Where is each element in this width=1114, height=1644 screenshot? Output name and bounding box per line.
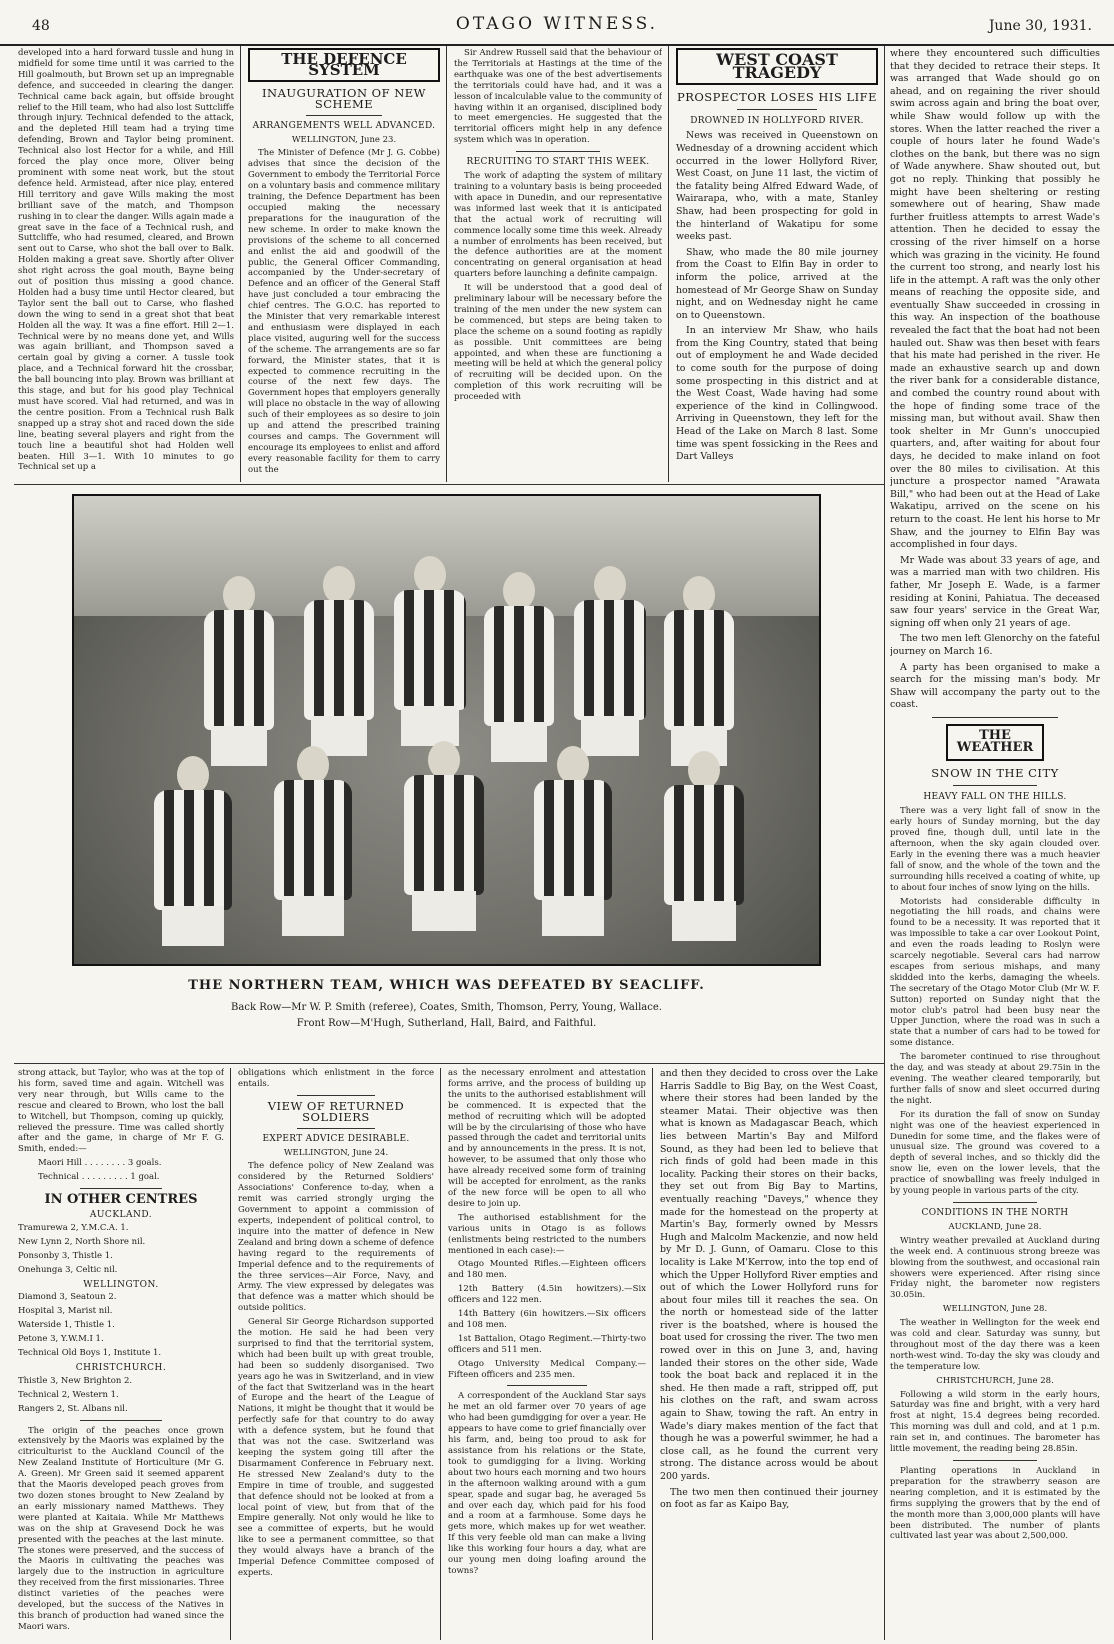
- article-paragraph: The Minister of Defence (Mr J. G. Cobbe) advises that since the decision of the Government to embody the Territorial Force on a voluntary basis and commence military training, the Defence Department has been occupied making the necessary preparations for the inauguration of the new scheme. In order to make known the provisions of the scheme to all concerned and enlist the aid and goodwill of the public, the General Officer Commanding, accompanied by the Under-secretary of Defence and an officer of the General Staff have just concluded a tour embracing the chief centres. The G.O.C. has reported to the Minister that very remarkable interest and enthusiasm were displayed in each place visited, auguring well for the success of the scheme. The arrangements are so far forward, the Minister states, that it is expected to commence recruiting in the course of the next few days. The Government hopes that employers generally will place no obstacle in the way of allowing such of their employees as so desire to join up and attend the prescribed training courses and camps. The Government will encourage its employees to enlist and afford every reasonable facility for them to carry out the: [248, 148, 440, 475]
- section-rule: [14, 1063, 884, 1064]
- article-paragraph: Following a wild storm in the early hours, Saturday was fine and bright, with a very hard frost at night, 15.4 degrees being recorded. This morning was dull and cold, and at 1 p.m. rain set in, and continues. The barometer has little movement, the reading being 28.85in.: [890, 1389, 1100, 1455]
- article-paragraph: The defence policy of New Zealand was considered by the Returned Soldiers' Associations' Conference to-day, when a remit was carried strongly urging the Government to appoint a commission of experts, independent of political control, to inquire into the matter of defence in New Zealand and bring down a scheme of defence having regard to the requirements of Imperial defence and to the requirements of the three services—Air Force, Navy, and Army. The view expressed by delegates was that defence was a matter which should be outside politics.: [238, 1161, 434, 1314]
- weather-subhead: SNOW IN THE CITY: [931, 766, 1059, 781]
- player-figure: [574, 566, 646, 766]
- recruiting-article: [454, 48, 662, 482]
- column-rule: [884, 46, 885, 1640]
- article-paragraph: The work of adapting the system of military training to a voluntary basis is being proceeded with apace in Dunedin, and our representative was informed last week that it is anticipated that the actual work of recruiting will commence locally some time this week. Already a number of enrolments has been received, but the defence authorities are at the moment concentrating on general organisation at head quarters before launching a definite campaign.: [454, 171, 662, 280]
- player-figure: [154, 756, 232, 956]
- dateline: WELLINGTON, June 23.: [291, 134, 397, 145]
- soldiers-headline: VIEW OF RETURNED SOLDIERS: [267, 1098, 405, 1124]
- score-line: Technical . . . . . . . . . 1 goal.: [38, 1172, 160, 1183]
- divider: [507, 1385, 586, 1386]
- article-paragraph: and then they decided to cross over the Lake Harris Saddle to Big Bay, on the West Coast, where their stores had been landed by the steamer Matai. Their objective was then what is known as Madagascar Beach, which lies between Martin's Bay and Milford Sound, as they had been led to believe that rich finds of gold had been made in this locality. Packing their stores on their backs, they set out from Big Bay to Martins, eventually reaching "Daveys," whence they made for the homestead on the property at Martin's Bay, formerly owned by Messrs Hugh and Malcolm Mackenzie, and now held by Mr D. J. Gunn, of Oamaru. Close to this locality is Lake M'Kerrow, into the top end of which the Upper Hollyford River empties and out of which the Lower Hollyford runs for about four miles till it reaches the sea. On the north or homestead side of the latter river is the boatshed, where is housed the boat used for crossing the river. The two men rowed over in this on June 3, and, having landed their stores on the other side, Wade took the boat back and replaced it in the shed. He then made a raft, stripped off, put his clothes on the raft, and swam across again to Shaw, towing the raft. An entry in Wade's diary makes mention of the fact that though he was a powerful swimmer, he had a close call, as he found the current very strong. The distance across would be about 200 yards.: [660, 1068, 878, 1482]
- article-paragraph: where they encountered such difficulties that they decided to retrace their steps. It was arranged that Wade should go on ahead, and on regaining the river should swim across again and bring the boat over, while Shaw would follow up with the stores. When the latter reached the river a couple of hours later he found Wade's clothes on the bank, but there was no sign of Wade anywhere. Shaw shouted out, but got no reply. Thinking that possibly he might have been sheltering or resting somewhere out of hearing, Shaw made further fruitless attempts to arrest Wade's attention. Then he decided to essay the crossing of the river himself on a horse which was grazing in the vicinity. He found the current too strong, and nearly lost his life in the attempt. A raft was the only other means of reaching the opposite side, and eventually Shaw succeeded in crossing in this way. An inspection of the boathouse revealed the fact that the boat had not been hauled out. Shaw was then beset with fears that his mate had perished in the river. He made an exhaustive search up and down the river bank for a considerable distance, and combed the country round about with the hope of finding some trace of the missing man, but without avail. Shaw then took shelter in Mr Gunn's unoccupied quarters, and, after waiting for about four days, he decided to make inland on foot over the 80 miles to civilisation. At this juncture a prospector named "Arawata Bill," who had been out at the Head of Lake Wakatipu, arrived on the scene on his return to the coast. He lent his horse to Mr Shaw, and the journey to Elfin Bay was accomplished in four days.: [890, 48, 1100, 551]
- result-line: Ponsonby 3, Thistle 1.: [18, 1250, 113, 1261]
- column-rule: [230, 1068, 231, 1640]
- photo-caption-back-row: Back Row—Mr W. P. Smith (referee), Coates, Smith, Thomson, Perry, Young, Wallace.: [231, 1002, 662, 1013]
- result-line: Thistle 3, New Brighton 2.: [18, 1375, 133, 1386]
- article-paragraph: The authorised establishment for the various units in Otago is as follows (enlistments being restricted to the numbers mentioned in each case):—: [448, 1212, 646, 1256]
- result-line: Onehunga 3, Celtic nil.: [18, 1264, 118, 1275]
- returned-soldiers-article: [238, 1068, 434, 1640]
- article-paragraph: Sir Andrew Russell said that the behaviour of the Territorials at Hastings at the time of the earthquake was one of the best advertisements the territorials could have had, and it was a lesson of incalculable value to the community of having within it an organised, disciplined body to meet emergencies. He suggested that the territorial officers might help in any defence system which was in operation.: [454, 48, 662, 146]
- article-paragraph: News was received in Queenstown on Wednesday of a drowning accident which occurred in the lower Hollyford River, West Coast, on June 11 last, the victim of the fatality being Alfred Edward Wade, of Wairarapa, who, with a mate, Stanley Shaw, had been prospecting for gold in the hinterland of Wakatipu for some weeks past.: [676, 130, 878, 243]
- player-figure: [394, 556, 466, 756]
- player-figure: [664, 576, 734, 776]
- defence-subhead: INAUGURATION OF NEW SCHEME: [261, 85, 426, 111]
- result-line: Hospital 3, Marist nil.: [18, 1306, 113, 1317]
- divider: [516, 151, 599, 152]
- article-paragraph: strong attack, but Taylor, who was at the top of his form, saved time and again. Witchell was very near through, but Wills came to the rescue and cleared to Brown, who lost the ball to Witchell, but Thompson, coming up quickly, relieved the pressure. Time was called shortly after and the game, in charge of Mr F. G. Smith, ended:—: [18, 1068, 224, 1155]
- article-paragraph: Shaw, who made the 80 mile journey from the Coast to Elfin Bay in order to inform the police, arrived at the homestead of Mr George Shaw on Sunday night, and on Wednesday night he came on to Queenstown.: [676, 246, 878, 321]
- soldiers-subhead: EXPERT ADVICE DESIRABLE.: [262, 1133, 410, 1144]
- result-line: Tramurewa 2, Y.M.C.A. 1.: [18, 1222, 129, 1233]
- article-paragraph: The origin of the peaches once grown extensively by the Maoris was explained by the citriculturist to the Auckland Council of the New Zealand Institute of Horticulture (Mr G. A. Green). Mr Green said it seemed apparent that the Maoris developed peach groves from two dozen stones brought to New Zealand by an early missionary named Matthews. They were planted at Kaitaia. While Mr Matthews was on the ship at Gravesend Dock he was presented with the peaches at the last minute. The stones were preserved, and the success of the Maoris in cultivating the peaches was largely due to the instruction in agriculture they received from the first missionaries. Three distinct varieties of the peaches were developed, but the success of the Natives in this branch of production had waned since the Maori wars.: [18, 1425, 224, 1632]
- result-line: New Lynn 2, North Shore nil.: [18, 1236, 146, 1247]
- article-paragraph: Wintry weather prevailed at Auckland during the week end. A continuous strong breeze was blowing from the southwest, and occasional rain showers were experienced. After rising since Friday night, the barometer now registers 30.05in.: [890, 1235, 1100, 1301]
- article-paragraph: It will be understood that a good deal of preliminary labour will be necessary before the training of the men under the new system can be commenced, but steps are being taken to place the scheme on a sound footing as rapidly as possible. Unit committees are being appointed, and when these are functioning a meeting will be held at which the general policy of recruiting will be decided upon. On the completion of this work recruiting will be proceeded with: [454, 283, 662, 403]
- player-figure: [404, 741, 484, 941]
- west-coast-article: [676, 48, 878, 482]
- player-figure: [304, 566, 374, 766]
- page-number: 48: [32, 18, 50, 34]
- article-paragraph: In an interview Mr Shaw, who hails from the King Country, stated that being out of employment he and Wade decided to come south for the purpose of doing some prospecting in this district and at the West Coast, Wade having had some experience of the kind in Collingwood. Arriving in Queenstown, they left for the Head of the Lake on March 8 last. Some time was spent fossicking in the Rees and Dart Valleys: [676, 325, 878, 463]
- recruiting-headline: RECRUITING TO START THIS WEEK.: [466, 157, 650, 168]
- result-line: Petone 3, Y.W.M.I 1.: [18, 1334, 104, 1345]
- divider: [306, 115, 383, 116]
- article-paragraph: The weather in Wellington for the week end was cold and clear. Saturday was sunny, but throughout most of the day there was a keen north-west wind. To-day the sky was cloudy and the temperature low.: [890, 1318, 1100, 1372]
- other-centres-head: IN OTHER CENTRES: [44, 1192, 198, 1208]
- defence-article: [248, 48, 440, 482]
- masthead: [0, 4, 1114, 46]
- city-heading: CHRISTCHURCH.: [75, 1362, 167, 1373]
- divider: [953, 785, 1037, 786]
- dateline: WELLINGTON, June 28.: [942, 1304, 1048, 1315]
- conditions-north-head: CONDITIONS IN THE NORTH: [921, 1207, 1069, 1218]
- defence-subhead-2: ARRANGEMENTS WELL ADVANCED.: [252, 120, 436, 131]
- divider: [297, 1128, 375, 1129]
- result-line: Technical 2, Western 1.: [18, 1389, 119, 1400]
- article-paragraph: Otago University Medical Company.—Fifteen officers and 235 men.: [448, 1358, 646, 1380]
- article-paragraph: 12th Battery (4.5in howitzers).—Six officers and 122 men.: [448, 1284, 646, 1306]
- score-line: Maori Hill . . . . . . . . 3 goals.: [38, 1158, 162, 1169]
- city-heading: WELLINGTON.: [83, 1279, 159, 1290]
- soccer-results-column: [18, 1068, 224, 1640]
- player-figure: [484, 572, 554, 772]
- article-paragraph: For its duration the fall of snow on Sunday night was one of the heaviest experienced in Dunedin for some time, and the flakes were of unusual size. The ground was covered to a depth of several inches, and so thickly did the snow lie, even on the lower levels, that the practice of snowballing was freely indulged in by young people in various parts of the city.: [890, 1109, 1100, 1197]
- right-column: [890, 48, 1100, 1640]
- article-paragraph: Otago Mounted Rifles.—Eighteen officers and 180 men.: [448, 1259, 646, 1281]
- dateline: WELLINGTON, June 24.: [283, 1147, 389, 1158]
- divider: [737, 109, 818, 110]
- defence-headline: THE DEFENCE SYSTEM: [248, 48, 440, 82]
- weather-headline: THE WEATHER: [946, 724, 1044, 761]
- divider: [80, 1420, 162, 1421]
- result-line: Diamond 3, Seatoun 2.: [18, 1292, 117, 1303]
- player-figure: [534, 746, 612, 946]
- column-rule: [240, 46, 241, 482]
- soccer-report-column: [18, 48, 234, 482]
- article-paragraph: The barometer continued to rise throughout the day, and was steady at about 29.75in in the evening. The weather cleared temporarily, but further falls of snow and sleet occurred during the night.: [890, 1052, 1100, 1106]
- paper-title: OTAGO WITNESS.: [455, 14, 659, 34]
- city-heading: AUCKLAND.: [89, 1209, 153, 1220]
- divider: [953, 1460, 1037, 1461]
- photo-caption-title: THE NORTHERN TEAM, WHICH WAS DEFEATED BY SEACLIFF.: [188, 978, 705, 993]
- west-coast-subhead-2: DROWNED IN HOLLYFORD RIVER.: [690, 115, 864, 126]
- article-paragraph: 1st Battalion, Otago Regiment.—Thirty-two officers and 511 men.: [448, 1333, 646, 1355]
- column-rule: [446, 46, 447, 482]
- result-line: Waterside 1, Thistle 1.: [18, 1320, 115, 1331]
- article-paragraph: as the necessary enrolment and attestation forms arrive, and the process of building up the units to the authorised establishment will be commenced. It is expected that the method of recruiting which will be adopted will be by the circularising of those who have passed through the cadet and territorial units and by announcements in the press. It is not, however, to be assumed that only those who have already received some form of training will be accepted for enrolment, as the ranks of the new force will be open to all who desire to join up.: [448, 1068, 646, 1209]
- article-paragraph: Planting operations in Auckland in preparation for the strawberry season are nearing completion, and it is estimated by the firms supplying the growers that by the end of the month more than 3,000,000 plants will have been distributed. The number of plants cultivated last year was about 2,500,000.: [890, 1466, 1100, 1542]
- dateline: AUCKLAND, June 28.: [948, 1221, 1042, 1232]
- west-coast-headline: WEST COAST TRAGEDY: [676, 48, 878, 85]
- photo-caption-front-row: Front Row—M'Hugh, Sutherland, Hall, Baird, and Faithful.: [296, 1018, 597, 1029]
- article-paragraph: General Sir George Richardson supported the motion. He said he had been very surprised to find that the territorial system, which had been built up with great trouble, had been so suddenly disorganised. Two years ago he was in Switzerland, and in view of the fact that Switzerland was in the heart of Europe and the heart of the League of Nations, it might be thought that it would be perfectly safe for that country to do away with a defence system, but he found that that was not the case. Switzerland was keeping the system going till after the Disarmament Conference in February next. He stressed New Zealand's duty to the Empire in time of trouble, and suggested that defence should not be looked at from a local point of view, but from that of the Empire generally. Not only would he like to see a committee of experts, but he would like to see a permanent committee, so that they would always have a branch of the Imperial Defence Committee composed of experts.: [238, 1317, 434, 1578]
- article-paragraph: A correspondent of the Auckland Star says he met an old farmer over 70 years of age who had been gumdigging for over a year. He appears to have come to grief financially over his farm, and, being too proud to ask for assistance from his relations or the State, took to gumdigging for a living. Working about two hours each morning and two hours in the afternoon walking around with a gum spear, spade and sugar bag, he averaged 5s and over each day, which paid for his food and a room at a farmhouse. Some days he gets more, which makes up for wet weather. If this very feeble old man can make a living like this working four hours a day, what are our young men doing loafing around the towns?: [448, 1391, 646, 1576]
- article-paragraph: The two men left Glenorchy on the fateful journey on March 16.: [890, 633, 1100, 657]
- issue-date: June 30, 1931.: [988, 18, 1092, 34]
- article-paragraph: developed into a hard forward tussle and hung in midfield for some time until it was carried to the Hill goalmouth, but Brown set up an impregnable defence, and succeeded in clearing the danger. Technical came back again, but offside brought relief to the Hill team, who had also lost Suttcliffe through injury. Technical defended to the attack, and the depleted Hill team had a trying time defending, Brown and Taylor being prominent. Technical also lost Hector for a while, and Hill forced the play once more, Oliver being prominent with some neat work, but the stout defence held. Armistead, after nice play, entered Hill territory and gave Wills making the most brilliant save of the match, and Thompson rushing in to clear the danger. Wills again made a great save in the face of a Technical rush, and Suttcliffe, who had resumed, cleared, and Brown sent out to Carse, who shot the ball over to Balk. Holden making a great save. Shortly after Oliver shot right across the goal mouth, Bayne being out of position thus missing a good chance. Holden had a busy time until Hector cleared, but Taylor sent the ball out to Carse, who flashed down the wing to send in a great shot that beat Holden all the way. It was a fine effort. Hill 2—1. Technical were by no means done yet, and Wills was again brilliant, and Thompson saved a certain goal by giving a corner. A tussle took place, and a Technical forward hit the crossbar, the ball bouncing into play. Brown was brilliant at this stage, and but for his good play Technical must have scored. Vial had returned, and was in the centre position. From a Technical rush Balk snapped up a stray shot and raced down the side line, beating several players and right from the touch line a beautiful shot had Holden well beaten. Hill 3—1. With 10 minutes to go Technical set up a: [18, 48, 234, 473]
- weather-subhead-2: HEAVY FALL ON THE HILLS.: [923, 791, 1067, 802]
- divider: [953, 1202, 1037, 1203]
- article-paragraph: obligations which enlistment in the force entails.: [238, 1068, 434, 1089]
- player-figure: [204, 576, 274, 776]
- article-paragraph: Motorists had considerable difficulty in negotiating the hill roads, and chains were found to be a necessity. It was reported that it was impossible to take a car over Lookout Point, and even the roads leading to Roslyn were scarcely negotiable. Several cars had narrow escapes from serious mishaps, and many skidded into the kerbs, damaging the wheels. The secretary of the Otago Motor Club (Mr W. F. Sutton) reported on Sunday night that the motor club's patrol had been busy near the Upper Junction, where the road was in such a state that a number of cars had to be towed for some distance.: [890, 896, 1100, 1049]
- result-line: Rangers 2, St. Albans nil.: [18, 1403, 128, 1414]
- west-coast-continued: [660, 1068, 878, 1640]
- divider: [297, 1095, 375, 1096]
- section-rule: [14, 484, 884, 485]
- result-line: Technical Old Boys 1, Institute 1.: [18, 1348, 162, 1359]
- article-paragraph: Mr Wade was about 33 years of age, and was a married man with two children. His father, Mr Joseph E. Wade, is a farmer residing at Konini, Pahiatua. The deceased saw four years' service in the Great War, signing off when only 21 years of age.: [890, 554, 1100, 629]
- article-paragraph: 14th Battery (6in howitzers.—Six officers and 108 men.: [448, 1309, 646, 1330]
- column-rule: [668, 46, 669, 482]
- column-rule: [440, 1068, 441, 1640]
- west-coast-subhead: PROSPECTOR LOSES HIS LIFE: [676, 90, 878, 105]
- enrolment-article: [448, 1068, 646, 1640]
- divider: [932, 717, 1058, 718]
- article-paragraph: A party has been organised to make a search for the missing man's body. Mr Shaw will accompany the party out to the coast.: [890, 661, 1100, 711]
- dateline: CHRISTCHURCH, June 28.: [936, 1375, 1054, 1386]
- team-photograph: [72, 494, 821, 966]
- article-paragraph: There was a very light fall of snow in the early hours of Sunday morning, but the day proved fine, though dull, until late in the afternoon, when the sky again clouded over. Early in the evening there was a much heavier fall of snow, and the whole of the town and the surrounding hills received a coating of white, up to about four inches of snow lying on the hills.: [890, 806, 1100, 893]
- column-rule: [652, 1068, 653, 1640]
- player-figure: [664, 751, 744, 951]
- article-paragraph: The two men then continued their journey on foot as far as Kaipo Bay,: [660, 1486, 878, 1511]
- divider: [80, 1188, 162, 1189]
- player-figure: [274, 746, 352, 946]
